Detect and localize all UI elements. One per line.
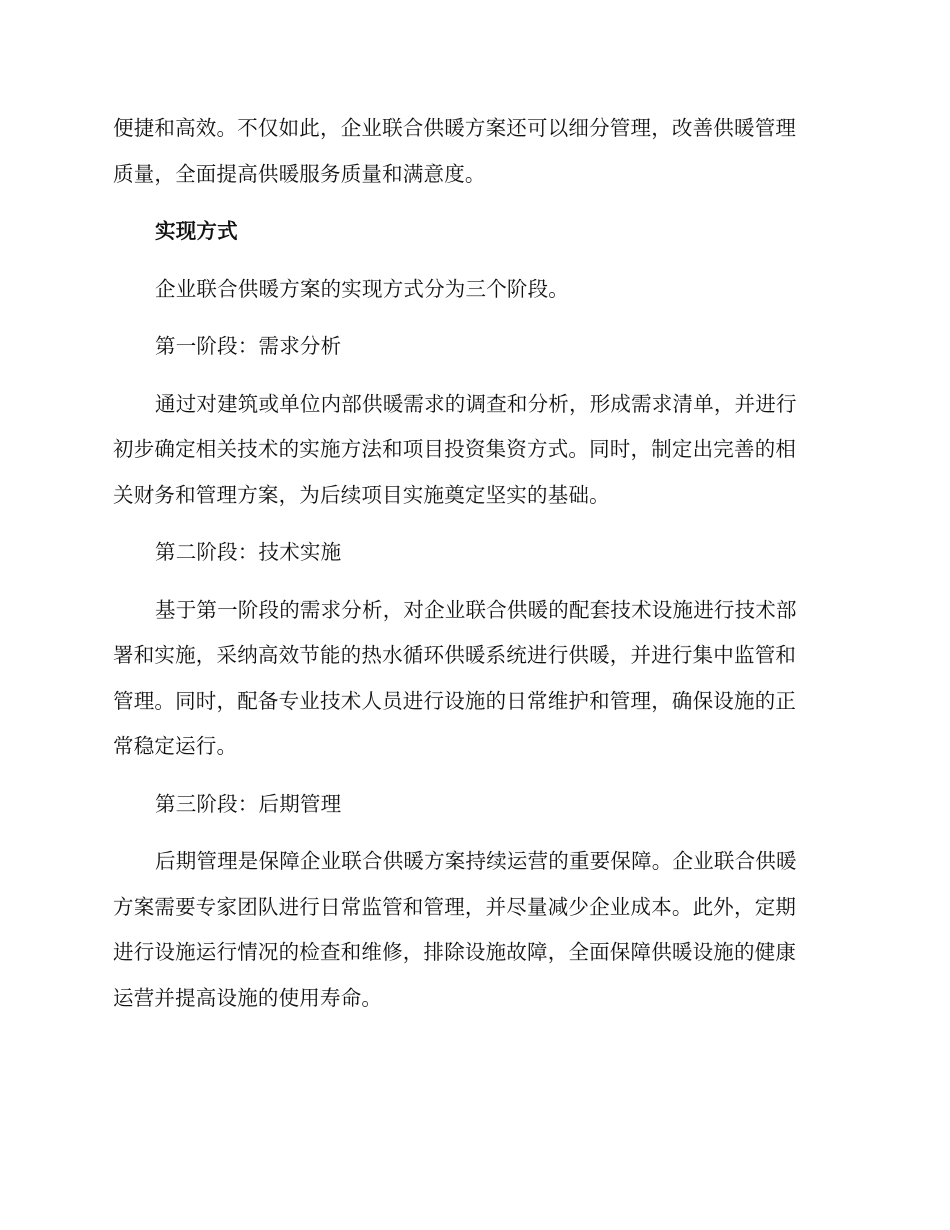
section-heading-text: 实现方式 xyxy=(155,219,238,243)
text-line: 通过对建筑或单位内部供暖需求的调查和分析，形成需求清单，并进行 xyxy=(155,391,797,416)
text-line: 署和实施，采纳高效节能的热水循环供暖系统进行供暖，并进行集中监管和 xyxy=(113,643,797,667)
section-heading xyxy=(113,209,833,255)
text-line: 方案需要专家团队进行日常监管和管理，并尽量减少企业成本。此外，定期 xyxy=(113,894,797,919)
paragraph-overview xyxy=(113,267,833,313)
text-line: 便捷和高效。不仅如此，企业联合供暖方案还可以细分管理，改善供暖管理 xyxy=(113,116,797,140)
stage-heading-text: 第二阶段：技术实施 xyxy=(155,540,342,564)
stage-two-heading xyxy=(113,530,833,576)
text-line: 质量，全面提高供暖服务质量和满意度。 xyxy=(113,161,486,186)
paragraph-stage-three xyxy=(113,839,833,1021)
text-line: 关财务和管理方案，为后续项目实施奠定坚实的基础。 xyxy=(113,482,610,507)
paragraph-intro-continued xyxy=(113,106,833,197)
stage-heading-text: 第三阶段：后期管理 xyxy=(155,791,342,816)
paragraph-stage-one xyxy=(113,382,833,519)
document-page xyxy=(113,106,833,1021)
text-line: 初步确定相关技术的实施方法和项目投资集资方式。同时，制定出完善的相 xyxy=(113,437,797,461)
text-line: 后期管理是保障企业联合供暖方案持续运营的重要保障。企业联合供暖 xyxy=(155,849,797,873)
stage-three-heading xyxy=(113,782,833,828)
paragraph-stage-two xyxy=(113,588,833,770)
text-line: 常稳定运行。 xyxy=(113,734,238,758)
text-line: 企业联合供暖方案的实现方式分为三个阶段。 xyxy=(155,276,569,301)
text-line: 基于第一阶段的需求分析，对企业联合供暖的配套技术设施进行技术部 xyxy=(155,597,797,622)
text-line: 运营并提高设施的使用寿命。 xyxy=(113,985,383,1010)
stage-heading-text: 第一阶段：需求分析 xyxy=(155,334,342,358)
text-line: 进行设施运行情况的检查和维修，排除设施故障，全面保障供暖设施的健康 xyxy=(113,940,797,964)
stage-one-heading xyxy=(113,324,833,370)
text-line: 管理。同时，配备专业技术人员进行设施的日常维护和管理，确保设施的正 xyxy=(113,688,797,713)
